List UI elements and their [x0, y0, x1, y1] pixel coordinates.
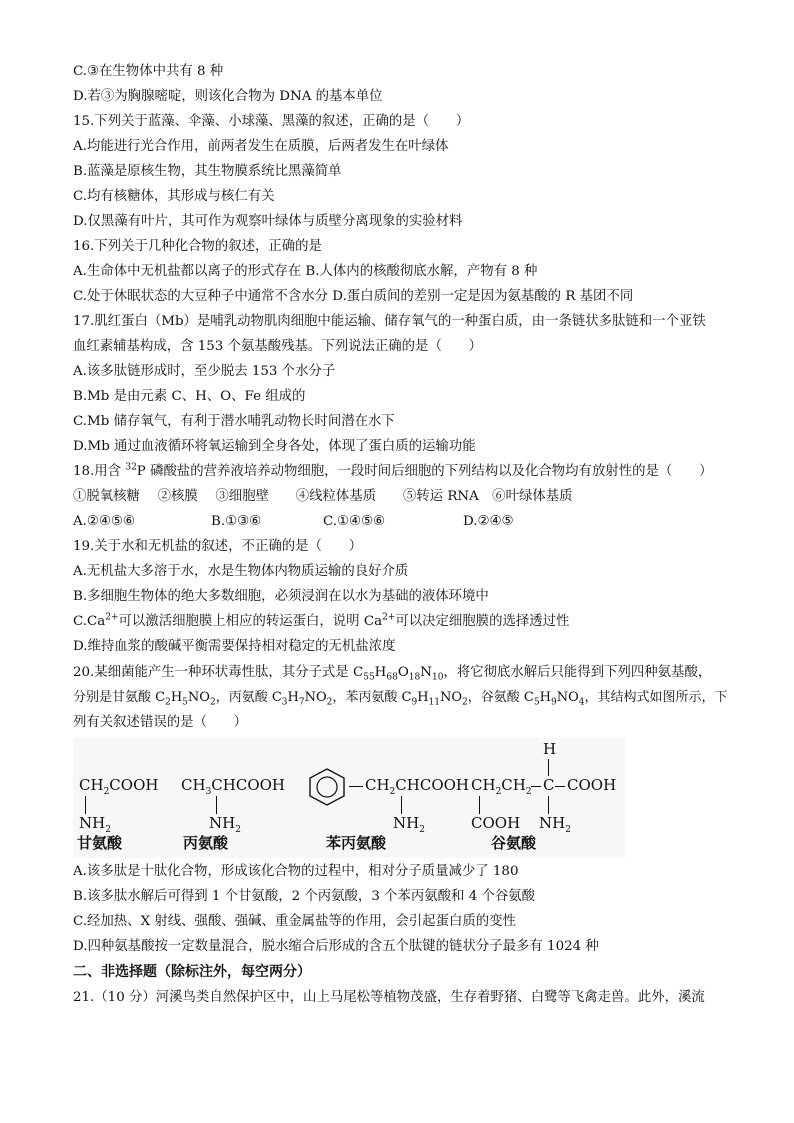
q17-stem-line1: 17.肌红蛋白（Mb）是哺乳动物肌肉细胞中能运输、储存氧气的一种蛋白质，由一条链状多肽链和一个亚铁 [73, 314, 706, 329]
q18-option-c: C.①④⑤⑥ [323, 514, 386, 529]
q19-option-d: D.维持血浆的酸碱平衡需要保持相对稳定的无机盐浓度 [73, 639, 396, 654]
q17-option-b: B.Mb 是由元素 C、H、O、Fe 组成的 [73, 389, 306, 404]
phenylalanine-name: 苯丙氨酸 [326, 834, 387, 852]
q20-stem-line3: 列有关叙述错误的是（ ） [73, 715, 248, 730]
q19-stem: 19.关于水和无机盐的叙述，不正确的是（ ） [73, 539, 363, 554]
q16-stem: 16.下列关于几种化合物的叙述，正确的是 [73, 239, 322, 254]
q15-option-d: D.仅黑藻有叶片，其可作为观察叶绿体与质壁分离现象的实验材料 [73, 214, 463, 229]
glycine-amino-group: $NH_2$ [79, 814, 111, 835]
q15-option-b: B.蓝藻是原核生物，其生物膜系统比黑藻简单 [73, 164, 342, 179]
q19-option-c: $C.Ca^{2+}$可以激活细胞膜上相应的转运蛋白，说明 $Ca^{2+}$可以决定细胞膜的选择透过性 [73, 612, 570, 629]
glutamate-bond-left [531, 786, 541, 787]
glutamate-side-carboxyl: COOH [471, 814, 521, 832]
glutamate-name: 谷氨酸 [491, 834, 537, 852]
glutamate-bond-top [548, 759, 549, 776]
q15-option-c: C.均有核糖体，其形成与核仁有关 [73, 189, 275, 204]
glutamate-bond-side [479, 796, 480, 814]
glutamate-hydrogen: H [543, 740, 557, 758]
q18-option-d: D.②④⑤ [463, 514, 514, 529]
benzene-ring-icon [305, 766, 349, 808]
glutamate-alpha-carbon: C [543, 776, 555, 794]
q17-option-d: D.Mb 通过血液循环将氧运输到全身各处，体现了蛋白质的运输功能 [73, 439, 476, 454]
phenyl-bond [349, 786, 363, 787]
glycine-name: 甘氨酸 [77, 834, 123, 852]
glutamate-amino-group: $NH_2$ [539, 814, 571, 835]
alanine-formula-top: $CH_3CHCOOH$ [181, 776, 286, 797]
q17-stem-line2: 血红素辅基构成，含 153 个氨基酸残基。下列说法正确的是（ ） [73, 339, 483, 354]
q20-stem-line1: 20.某细菌能产生一种环状毒性肽，其分子式是 $C_{55}H_{68}O_{18}N_{10}$，将它彻底水解后只能得到下列四种氨基酸， [73, 665, 712, 683]
glycine-bond [85, 796, 86, 814]
q15-stem: 15.下列关于蓝藻、伞藻、小球藻、黑藻的叙述，正确的是（ ） [73, 114, 470, 129]
q18-items: ①脱氧核糖 ②核膜 ③细胞壁 ④线粒体基质 ⑤转运 RNA ⑥叶绿体基质 [73, 489, 573, 504]
glutamate-side-chain: $CH_2CH_2$ [471, 776, 532, 797]
q20-option-b: B.该多肽水解后可得到 1 个甘氨酸，2 个丙氨酸，3 个苯丙氨酸和 4 个谷氨酸 [73, 889, 536, 904]
alanine-name: 丙氨酸 [183, 834, 229, 852]
q18-option-a: A.②④⑤⑥ [73, 514, 135, 529]
q18-stem: 18.用含 $^{32}$P 磷酸盐的营养液培养动物细胞，一段时间后细胞的下列结构以及化合物均有放射性的是（ ） [73, 462, 713, 479]
q20-option-a: A.该多肽是十肽化合物，形成该化合物的过程中，相对分子质量减少了 180 [73, 864, 519, 879]
q19-option-b: B.多细胞生物体的绝大多数细胞，必须浸润在以水为基础的液体环境中 [73, 589, 489, 604]
q18-options [73, 512, 514, 532]
q17-option-a: A.该多肽链形成时，至少脱去 153 个水分子 [73, 364, 336, 379]
amino-acid-structures-figure [73, 738, 625, 858]
q21-stem: 21.（10 分）河溪鸟类自然保护区中，山上马尾松等植物茂盛，生存着野猪、白鹭等飞禽走兽。此外，溪流 [73, 990, 705, 1005]
glutamate-bond-right [555, 786, 565, 787]
q16-options-ab: A.生命体中无机盐都以离子的形式存在 B.人体内的核酸彻底水解，产物有 8 种 [73, 264, 538, 279]
glycine-formula-top: $CH_2COOH$ [79, 776, 159, 797]
q15-option-a: A.均能进行光合作用，前两者发生在质膜，后两者发生在叶绿体 [73, 139, 449, 154]
q20-option-d: D.四种氨基酸按一定数量混合，脱水缩合后形成的含五个肽键的链状分子最多有 1024 种 [73, 939, 599, 954]
q18-option-b: B.①③⑥ [211, 514, 262, 529]
q14-option-d: D.若③为胸腺嘧啶，则该化合物为 DNA 的基本单位 [73, 89, 383, 104]
q16-options-cd: C.处于休眠状态的大豆种子中通常不含水分 D.蛋白质间的差别一定是因为氨基酸的 R 基团不同 [73, 289, 634, 304]
phenylalanine-bond [401, 796, 402, 814]
phenylalanine-amino-group: $NH_2$ [393, 814, 425, 835]
q20-stem-line2: 分别是甘氨酸 $C_2H_5NO_2$，丙氨酸 $C_3H_7NO_2$，苯丙氨酸 $C_9H_{11}NO_2$，谷氨酸 $C_5H_9NO_4$，其结构式如图所示，下 [73, 690, 728, 708]
q20-option-c: C.经加热、X 射线、强酸、强碱、重金属盐等的作用，会引起蛋白质的变性 [73, 914, 516, 929]
q19-option-a: A.无机盐大多溶于水，水是生物体内物质运输的良好介质 [73, 564, 409, 579]
glutamate-bond-amino [548, 796, 549, 814]
q14-option-c: C.③在生物体中共有 8 种 [73, 64, 224, 79]
section-two-heading: 二、非选择题（除标注外，每空两分） [73, 964, 311, 980]
alanine-bond [216, 796, 217, 814]
phenylalanine-formula-top: $CH_2CHCOOH$ [365, 776, 470, 797]
glutamate-carboxyl: COOH [567, 776, 617, 794]
q17-option-c: C.Mb 储存氧气，有利于潜水哺乳动物长时间潜在水下 [73, 414, 395, 429]
alanine-amino-group: $NH_2$ [209, 814, 241, 835]
